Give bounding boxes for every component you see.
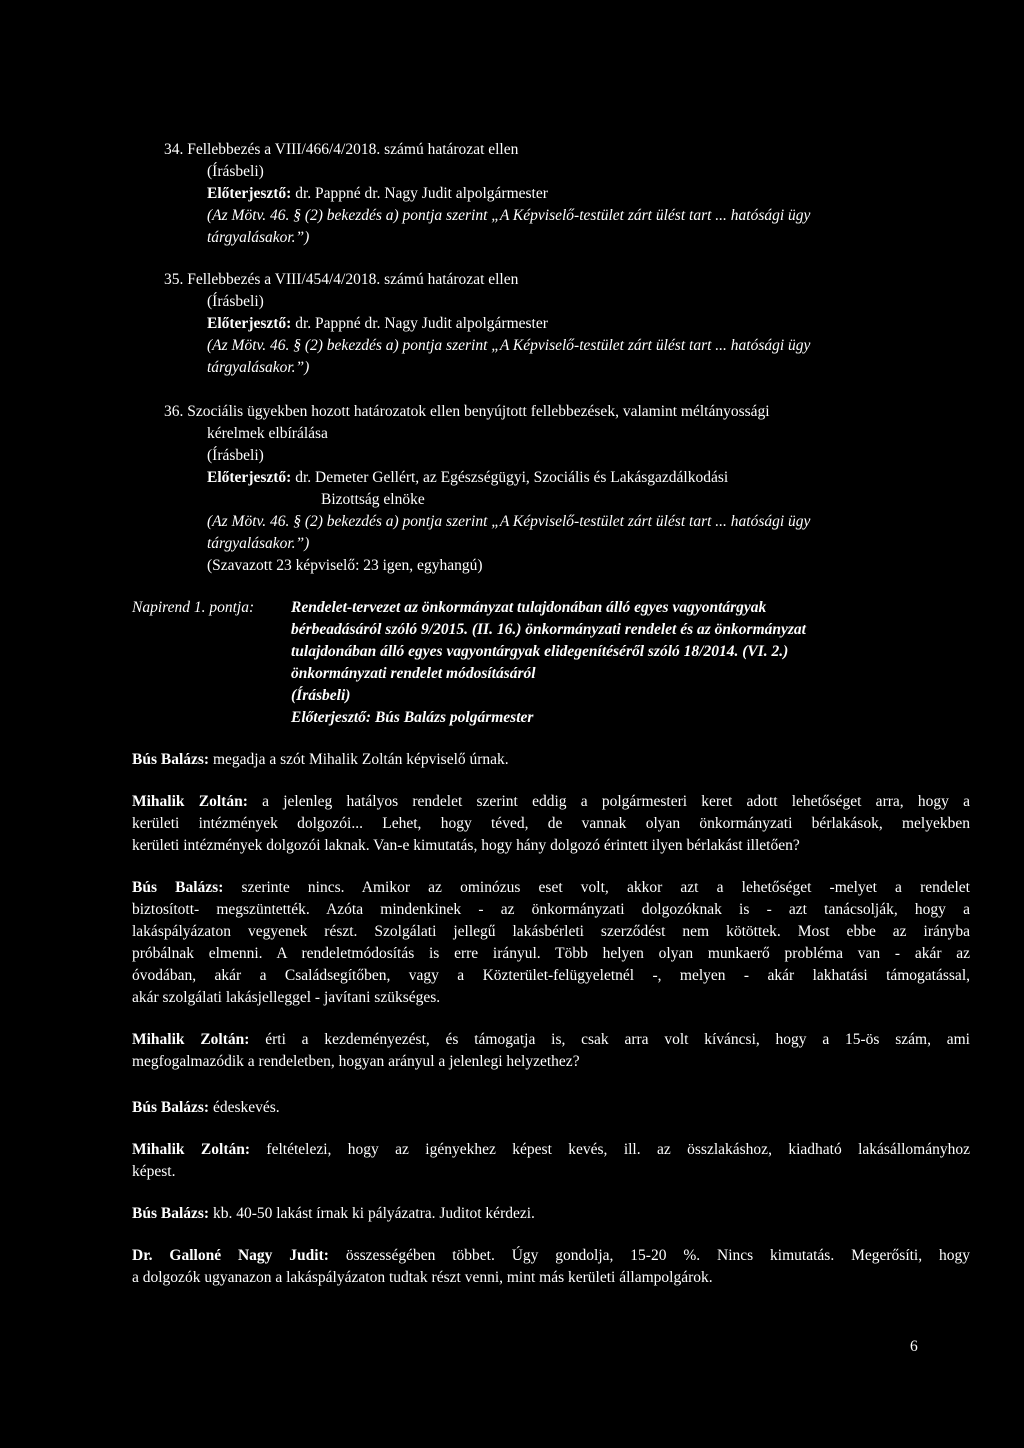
speaker-name: Dr. Galloné Nagy Judit: <box>132 1247 329 1264</box>
item-36-title-line2: kérelmek elbírálása <box>207 425 328 442</box>
item-36-presenter-line2: Bizottság elnöke <box>321 491 425 508</box>
presenter-label: Előterjesztő: <box>207 185 292 202</box>
speech-6-line1 <box>132 1139 970 1161</box>
speaker-name: Mihalik Zoltán: <box>132 1031 250 1048</box>
item-35-law-line1: (Az Mötv. 46. § (2) bekezdés a) pontja szerint „A Képviselő-testület zárt ülést tart ... hatósági ügy <box>207 337 811 354</box>
item-36-vote: (Szavazott 23 képviselő: 23 igen, egyhangú) <box>207 557 483 574</box>
speech-3-line2: biztosított- megszüntették. Azóta mindenkinek - az önkormányzati dolgozóknak is - azt tanácsolják, hogy a <box>132 901 970 918</box>
item-36-presenter <box>207 467 728 489</box>
agenda-title-line2: bérbeadásáról szóló 9/2015. (II. 16.) önkormányzati rendelet és az önkormányzat <box>291 621 806 638</box>
item-35-written: (Írásbeli) <box>207 293 264 310</box>
speaker-name: Bús Balázs: <box>132 879 224 896</box>
speech-4-line2: megfogalmazódik a rendeletben, hogyan arányul a jelenlegi helyzethez? <box>132 1053 580 1070</box>
speech-3-line1 <box>132 877 970 899</box>
speech-text: szerinte nincs. Amikor az ominózus eset volt, akkor azt a lehetőséget -melyet a rendelet <box>241 879 970 896</box>
presenter-name: dr. Demeter Gellért, az Egészségügyi, Szociális és Lakásgazdálkodási <box>291 469 729 486</box>
agenda-label: Napirend 1. pontja: <box>132 599 255 616</box>
item-34-written: (Írásbeli) <box>207 163 264 180</box>
item-34-law-line1: (Az Mötv. 46. § (2) bekezdés a) pontja szerint „A Képviselő-testület zárt ülést tart ... hatósági ügy <box>207 207 811 224</box>
speech-3-line3: lakáspályázaton vegyenek részt. Szolgálati jellegű lakásbérleti szerződést nem kötöttek. Most ebbe az irányba <box>132 923 970 940</box>
item-34-law-line2: tárgyalásakor.”) <box>207 229 310 246</box>
item-35-presenter <box>207 313 548 335</box>
speaker-name: Mihalik Zoltán: <box>132 1141 251 1158</box>
speech-text: megadja a szót Mihalik Zoltán képviselő úrnak. <box>212 751 509 768</box>
agenda-title-line3: tulajdonában álló egyes vagyontárgyak elidegenítéséről szóló 18/2014. (VI. 2.) <box>291 643 789 660</box>
speech-text: kb. 40-50 lakást írnak ki pályázatra. Juditot kérdezi. <box>212 1205 535 1222</box>
page-number: 6 <box>910 1338 918 1355</box>
speech-text: érti a kezdeményezést, és támogatja is, csak arra volt kíváncsi, hogy a 15-ös szám, ami <box>265 1031 970 1048</box>
speech-7 <box>132 1203 535 1225</box>
agenda-title-line1: Rendelet-tervezet az önkormányzat tulajdonában álló egyes vagyontárgyak <box>291 599 767 616</box>
speech-3-line5: óvodában, akár a Családsegítőben, vagy a Közterület-felügyeletnél -, melyen - akár lakhatási támogatással, <box>132 967 970 984</box>
speaker-name: Mihalik Zoltán: <box>132 793 248 810</box>
speaker-name: Bús Balázs: <box>132 1205 210 1222</box>
speech-text: összességében többet. Úgy gondolja, 15-20 %. Nincs kimutatás. Megerősíti, hogy <box>345 1247 970 1264</box>
agenda-title-line4: önkormányzati rendelet módosításáról <box>291 665 536 682</box>
presenter-name: dr. Pappné dr. Nagy Judit alpolgármester <box>291 315 548 332</box>
speech-8-line1 <box>132 1245 970 1267</box>
item-36-law-line2: tárgyalásakor.”) <box>207 535 310 552</box>
speech-text: feltételezi, hogy az igényekhez képest kevés, ill. az összlakáshoz, kiadható lakásállományhoz <box>266 1141 970 1158</box>
speaker-name: Bús Balázs: <box>132 751 210 768</box>
item-36-title-line1: 36. Szociális ügyekben hozott határozatok ellen benyújtott fellebbezések, valamint méltányossági <box>164 403 770 420</box>
item-35-law-line2: tárgyalásakor.”) <box>207 359 310 376</box>
speaker-name: Bús Balázs: <box>132 1099 210 1116</box>
presenter-label: Előterjesztő: <box>207 469 292 486</box>
agenda-written: (Írásbeli) <box>291 687 351 704</box>
presenter-name: dr. Pappné dr. Nagy Judit alpolgármester <box>291 185 548 202</box>
speech-3-line6: akár szolgálati lakásjelleggel - javítani szükséges. <box>132 989 441 1006</box>
speech-2-line2: kerületi intézmények dolgozói... Lehet, hogy téved, de vannak olyan önkormányzati bérlakások, melyekben <box>132 815 970 832</box>
agenda-presenter: Előterjesztő: Bús Balázs polgármester <box>291 709 534 726</box>
speech-3-line4: próbálnak elmenni. A rendeletmódosítás is erre irányul. Több helyen olyan munkaerő probléma van - akár az <box>132 945 970 962</box>
speech-5 <box>132 1097 280 1119</box>
speech-8-line2: a dolgozók ugyanazon a lakáspályázaton tudtak részt venni, mint más kerületi állampolgárok. <box>132 1269 713 1286</box>
speech-text: édeskevés. <box>212 1099 280 1116</box>
speech-4-line1 <box>132 1029 970 1051</box>
presenter-label: Előterjesztő: <box>207 315 292 332</box>
item-35-title: 35. Fellebbezés a VIII/454/4/2018. számú határozat ellen <box>164 271 519 288</box>
item-34-title: 34. Fellebbezés a VIII/466/4/2018. számú határozat ellen <box>164 141 519 158</box>
item-36-law-line1: (Az Mötv. 46. § (2) bekezdés a) pontja szerint „A Képviselő-testület zárt ülést tart ... hatósági ügy <box>207 513 811 530</box>
speech-2-line3: kerületi intézmények dolgozói laknak. Van-e kimutatás, hogy hány dolgozó érintett ilyen bérlakást illetően? <box>132 837 800 854</box>
speech-6-line2: képest. <box>132 1163 176 1180</box>
speech-text: a jelenleg hatályos rendelet szerint eddig a polgármesteri keret adott lehetőséget arra, hogy a <box>262 793 970 810</box>
item-34-presenter <box>207 183 548 205</box>
item-36-written: (Írásbeli) <box>207 447 264 464</box>
speech-1 <box>132 749 509 771</box>
speech-2-line1 <box>132 791 970 813</box>
